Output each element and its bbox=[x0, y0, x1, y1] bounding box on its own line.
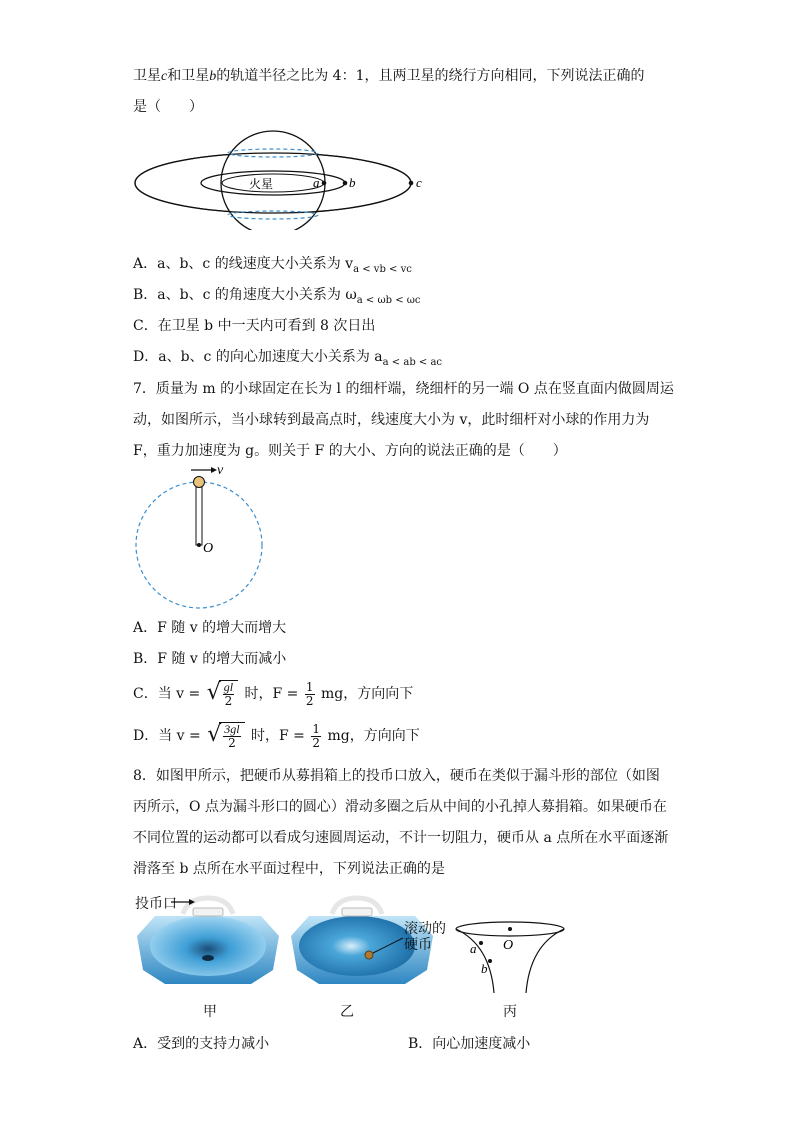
satellite-a-dot bbox=[322, 181, 327, 186]
caption-yi: 乙 bbox=[340, 1004, 354, 1020]
option-text: a、b、c 的角速度大小关系为 ω bbox=[157, 287, 357, 303]
q7-stem-line-2: 动，如图所示，当小球转到最高点时，线速度大小为 v，此时细杆对小球的作用力为 bbox=[133, 412, 650, 428]
point-a-dot bbox=[479, 941, 483, 945]
frac-numerator: gl bbox=[223, 680, 234, 694]
q6-stem-line-2: 是（ ） bbox=[133, 99, 203, 115]
label-b: b bbox=[481, 961, 488, 976]
funnel-hole bbox=[202, 955, 214, 961]
sqrt-expression: √ $\frac{3gl}{2}$ bbox=[207, 722, 244, 750]
option-text: 时，F = bbox=[244, 686, 299, 702]
option-sub: a < a bbox=[382, 356, 410, 368]
coin-label-line-2: 硬币 bbox=[404, 937, 432, 953]
q7-option-b: B．F 随 v 的增大而减小 bbox=[133, 651, 287, 667]
label-a: a bbox=[470, 941, 477, 956]
option-text: mg，方向向下 bbox=[327, 728, 420, 744]
caption-bing: 丙 bbox=[503, 1004, 517, 1020]
option-letter: B． bbox=[133, 287, 158, 303]
label-O: O bbox=[203, 541, 214, 556]
q7-stem-line-1: 7．质量为 m 的小球固定在长为 l 的细杆端，绕细杆的另一端 O 点在竖直面内做圆周运 bbox=[133, 381, 674, 397]
rolling-coin bbox=[365, 951, 373, 959]
q6-option-a bbox=[133, 254, 412, 280]
q8-stem-line-2: 丙所示，O 点为漏斗形口的圆心）滑动多圈之后从中间的小孔掉人募捐箱。如果硬币在 bbox=[133, 799, 667, 815]
option-text: mg，方向向下 bbox=[320, 686, 414, 702]
option-sub: a < v bbox=[353, 263, 380, 275]
q7-option-d bbox=[133, 722, 420, 750]
q6-var-b: b bbox=[209, 69, 217, 84]
q8-stem-line-1: 8．如图甲所示，把硬币从募捐箱上的投币口放入，硬币在类似于漏斗形的部位（如图 bbox=[133, 768, 660, 784]
rod-circle-figure bbox=[133, 462, 273, 612]
label-c: c bbox=[416, 175, 422, 190]
option-text: C．当 v = bbox=[133, 686, 201, 702]
slot bbox=[193, 908, 223, 916]
q8-stem-line-4: 滑落至 b 点所在水平面过程中，下列说法正确的是 bbox=[133, 861, 445, 877]
option-sub: b < ω bbox=[385, 294, 415, 306]
option-sub: b < a bbox=[409, 356, 437, 368]
sqrt-expression: √ $\frac{gl}{2}$ bbox=[207, 680, 238, 708]
q6-option-c bbox=[133, 316, 375, 336]
pivot-O bbox=[197, 543, 201, 547]
option-sub: c bbox=[436, 356, 443, 368]
option-letter: C． bbox=[133, 318, 158, 334]
fraction bbox=[311, 723, 321, 750]
funnel-diagram-bing bbox=[450, 915, 575, 995]
coin-label bbox=[404, 921, 446, 953]
option-sub: c bbox=[414, 294, 421, 306]
funnel bbox=[150, 916, 266, 976]
frac-denominator: 2 bbox=[224, 694, 233, 708]
q6-option-b bbox=[133, 285, 421, 311]
center-O-dot bbox=[508, 927, 512, 931]
q6-option-d bbox=[133, 347, 442, 373]
funnel-right-wall bbox=[526, 929, 564, 993]
q7-option-c bbox=[133, 680, 413, 708]
slot bbox=[342, 908, 372, 916]
option-sub: b < v bbox=[379, 263, 407, 275]
option-text: 时，F = bbox=[251, 728, 305, 744]
coin-label-line-1: 滚动的 bbox=[404, 921, 446, 937]
option-text: a、b、c 的线速度大小关系为 v bbox=[157, 256, 354, 272]
label-b: b bbox=[349, 175, 356, 190]
rod bbox=[196, 486, 202, 545]
caption-jia: 甲 bbox=[203, 1004, 217, 1020]
slot-label: 投币口 bbox=[135, 896, 177, 912]
ball bbox=[194, 477, 205, 488]
frac-numerator: 3gl bbox=[224, 722, 240, 736]
mars-label: 火星 bbox=[249, 177, 274, 191]
funnel bbox=[299, 916, 415, 976]
label-v: v bbox=[217, 463, 224, 478]
label-a: a bbox=[313, 175, 320, 190]
q8-stem-line-3: 不同位置的运动都可以看成匀速圆周运动，不计一切阻力，硬币从 a 点所在水平面逐渐 bbox=[133, 830, 669, 846]
q7-stem-line-3: F，重力加速度为 g。则关于 F 的大小、方向的说法正确的是（ ） bbox=[133, 443, 567, 459]
fraction bbox=[305, 681, 315, 708]
q6-text: 卫星 bbox=[133, 68, 161, 84]
q6-stem-line-1 bbox=[133, 66, 644, 87]
option-text: D．当 v = bbox=[133, 728, 201, 744]
option-letter: D． bbox=[133, 349, 159, 365]
q7-option-a: A．F 随 v 的增大而增大 bbox=[133, 620, 287, 636]
option-letter: A． bbox=[133, 256, 158, 272]
frac-numerator: 1 bbox=[312, 721, 321, 736]
satellite-c-dot bbox=[409, 181, 414, 186]
option-text: 在卫星 b 中一天内可看到 8 次日出 bbox=[157, 318, 376, 334]
q6-var-c: c bbox=[161, 69, 168, 84]
frac-denominator: 2 bbox=[312, 735, 321, 750]
q6-text: 和卫星 bbox=[167, 68, 210, 84]
frac-denominator: 2 bbox=[228, 736, 236, 750]
label-O: O bbox=[503, 938, 514, 953]
option-sub: a < ω bbox=[356, 294, 386, 306]
frac-numerator: 1 bbox=[305, 679, 314, 694]
q8-option-a: A．受到的支持力减小 bbox=[133, 1036, 270, 1052]
option-text: a、b、c 的向心加速度大小关系为 a bbox=[158, 349, 383, 365]
option-sub: c bbox=[406, 263, 412, 275]
point-b-dot bbox=[488, 959, 492, 963]
mars-orbit-figure bbox=[133, 125, 433, 230]
q8-option-b: B．向心加速度减小 bbox=[408, 1036, 531, 1052]
frac-denominator: 2 bbox=[305, 693, 314, 708]
q6-text: 的轨道半径之比为 4：1，且两卫星的绕行方向相同，下列说法正确的 bbox=[216, 68, 645, 84]
satellite-b-dot bbox=[343, 181, 348, 186]
